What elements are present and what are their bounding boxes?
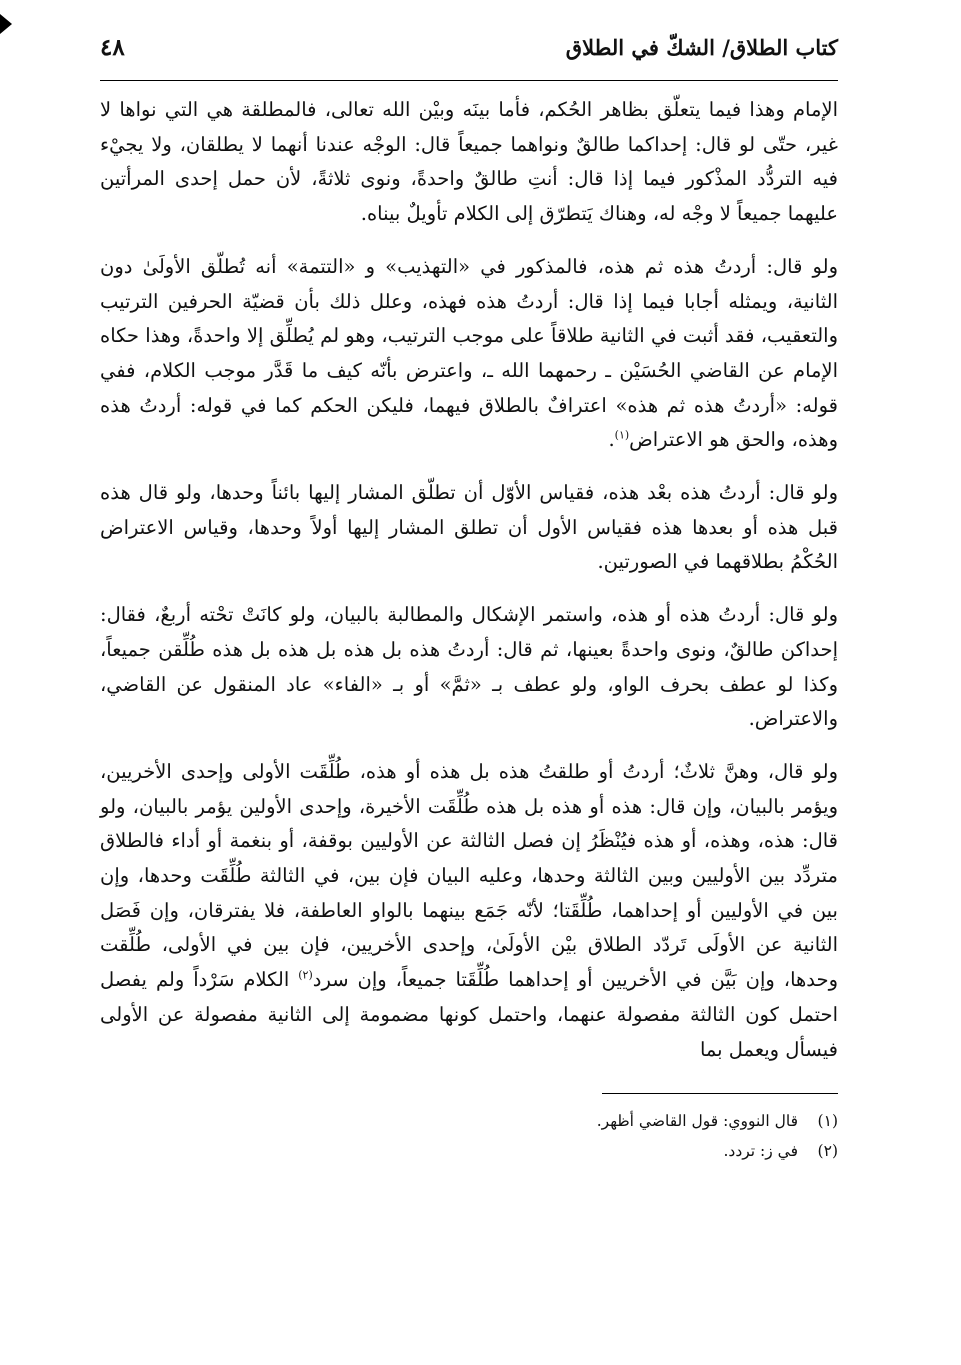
page-number: ٤٨ [100,34,125,61]
page-header [100,34,838,80]
footnote-ref: (٢) [298,968,313,982]
footnote [100,1106,838,1136]
footnote-ref: (١) [614,428,630,442]
paragraph: ولو قال: أردتُ هذه أو هذه، واستمر الإشكال والمطالبة بالبيان، ولو كانَتْ تحْته أربعٌ، فقال: إحداكن طالقٌ، ونوى واحدةً بعينها، ثم قال: أردتُ هذه بل هذه بل هذه بل هذه طُلِّقن جميعاً، وكذا لو عطف بحرف الواو، ولو عطف بـ «ثمَّ» أو بـ «الفاء» عاد المنقول عن القاضي، والاعتراض. [100,603,838,731]
footnote-text: في ز: تردد. [723,1142,798,1161]
footnotes [100,1106,838,1166]
paragraph-text: ولو قال: أردتُ هذه ثم هذه، فالمذكور في «التهذيب» و «التتمة» أنه تُطلّق الأولَىٰ دون الثانية، ويمثله أجابا فيما إذا قال: أردتُ هذه فهذه، وعلل ذلك بأن قضيّة الحرفين الترتيب والتعقيب، فقد أثبت في الثانية طلاقاً على موجب الترتيب، وهو لم يُطلِّق إلا واحدةً، وهذا حكاه الإمام عن القاضي الحُسَيْن ـ رحمهما الله ـ، واعترض بأنّه كيف ما قَدَّر موجب الكلام، ففي قوله: «أردتُ هذه ثم هذه» اعترافٌ بالطلاق فيهما، فليكن الحكم كما في قوله: أردتُ هذه وهذه، والحق هو الاعتراض [100,254,838,452]
paragraph: ولو قال: أردتُ هذه بعْد هذه، فقياس الأوّل أن تطلّق المشار إليها بائناً وحدها، ولو قال هذه قبل هذه أو بعدها هذه فقياس الأول أن تطلق المشار إليها أولاً وحدها، وقياس الاعتراض الحُكْمُ بطلاقهما في الصورتين. [100,481,838,574]
footnote-text: قال النووي: قول القاضي أظهر. [596,1112,798,1131]
paragraph [100,755,838,1067]
footnote-rule [602,1093,838,1094]
paragraph-text: ولو قال، وهنَّ ثلاثٌ؛ أردتُ أو طلقتُ هذه بل هذه أو هذه، طُلِّقَت الأولى وإحدى الأخريين، ويؤمر بالبيان، وإن قال: هذه أو هذه بل هذه طُلِّقَت الأخيرة، وإحدى الأولين يؤمر بالبيان، ولو قال: هذه، وهذه، أو هذه فيُنْظَرُ إن فصل الثالثة عن الأوليين بوقفة، أو بنغمة أو أداء فالطلاق متردِّد بين الأوليين وبين الثالثة وحدها، وعليه البيان فإن بين، في الثالثة طُلِّقَت وحدها، وإن بين في الأوليين أو إحداهما، طُلِّقَتا؛ لأنّه جَمَع بينهما بالواو العاطفة، فلا يفترقان، وإن فَصَل الثانية عن الأولَى تَردّد الطلاق بيْن الأولَىٰ، وإحدى الأخريين، فإن بين في الأولى، طُلِّقت وحدها، وإن بَيَّن في الأخريين أو إحداهما طُلِّقَتا جميعاً، وإن سرد [100,759,839,992]
corner-mark [0,14,12,34]
running-title: كتاب الطلاق/ الشكّ في الطلاق [565,35,838,60]
paragraph: الإمام وهذا فيما يتعلّق بظاهر الحُكم، فأما بينَه وبيْن الله تعالى، فالمطلقة هي التي نواها لا غير، حتّى لو قال: إحداكما طالقٌ ونواهما جميعاً قال: الوجْه عندنا أنهما لا يطلقان، ولا يجيْء فيه التردُّد المذْكور فيما إذا قال: أنتِ طالقٌ واحدةً، ونوى ثلاثةً، لأن حمل إحدى المرأتين عليهما جميعاً لا وجْه له، وهناك يَتطرّق إلى الكلام تأويلٌ بيناه. [100,98,838,226]
footnote-number: (١) [817,1112,838,1131]
page [100,34,838,1166]
header-rule [100,80,838,81]
footnote-number: (٢) [817,1142,838,1161]
paragraph [100,250,838,458]
closing-punctuation: . [608,428,615,452]
paragraph-text: الكلام سَرْداً ولم يفصل احتمل كون الثالثة مفصولة عنهما، واحتمل كونها مضمومة إلى الثانية مفصولة عن الأولى فيسأل ويعمل بما [100,968,838,1061]
footnote [100,1136,838,1166]
text-body [100,93,838,1067]
